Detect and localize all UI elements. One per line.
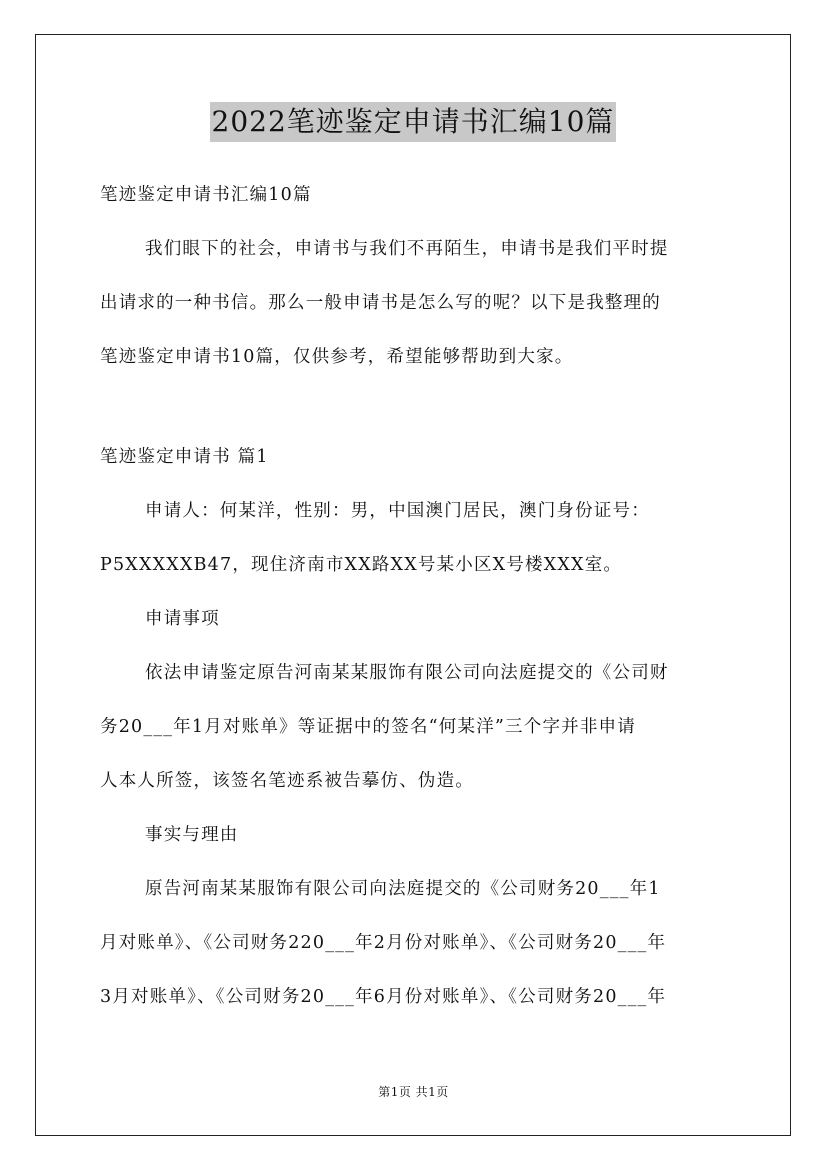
section-title: 笔迹鉴定申请书 篇1: [100, 447, 269, 467]
facts-line: 3月对账单》、《公司财务20___年6月份对账单》、《公司财务20___年: [100, 987, 667, 1007]
intro-line: 笔迹鉴定申请书10篇，仅供参考，希望能够帮助到大家。: [100, 347, 574, 367]
page-footer: 第1页 共1页: [378, 1085, 449, 1099]
items-line: 人本人所签，该签名笔迹系被告摹仿、伪造。: [100, 771, 474, 791]
document-title: 2022笔迹鉴定申请书汇编10篇: [210, 102, 617, 142]
document-body: [100, 100, 726, 1024]
items-line: 依法申请鉴定原告河南某某服饰有限公司向法庭提交的《公司财: [145, 663, 669, 683]
applicant-line: 申请人：何某洋，性别：男，中国澳门居民，澳门身份证号：: [145, 501, 650, 521]
subtitle: 笔迹鉴定申请书汇编10篇: [100, 185, 312, 205]
applicant-line: P5XXXXXB47，现住济南市XX路XX号某小区X号楼XXX室。: [100, 555, 623, 575]
intro-line: 我们眼下的社会，申请书与我们不再陌生，申请书是我们平时提: [145, 239, 669, 259]
spacer: [100, 384, 726, 430]
heading-items: 申请事项: [145, 609, 220, 629]
heading-facts: 事实与理由: [145, 825, 239, 845]
title-wrap: [100, 102, 726, 150]
facts-line: 原告河南某某服饰有限公司向法庭提交的《公司财务20___年1: [145, 879, 661, 899]
facts-line: 月对账单》、《公司财务220___年2月份对账单》、《公司财务20___年: [100, 933, 667, 953]
intro-line: 出请求的一种书信。那么一般申请书是怎么写的呢？以下是我整理的: [100, 293, 661, 313]
items-line: 务20___年1月对账单》等证据中的签名“何某洋”三个字并非申请: [100, 717, 636, 737]
